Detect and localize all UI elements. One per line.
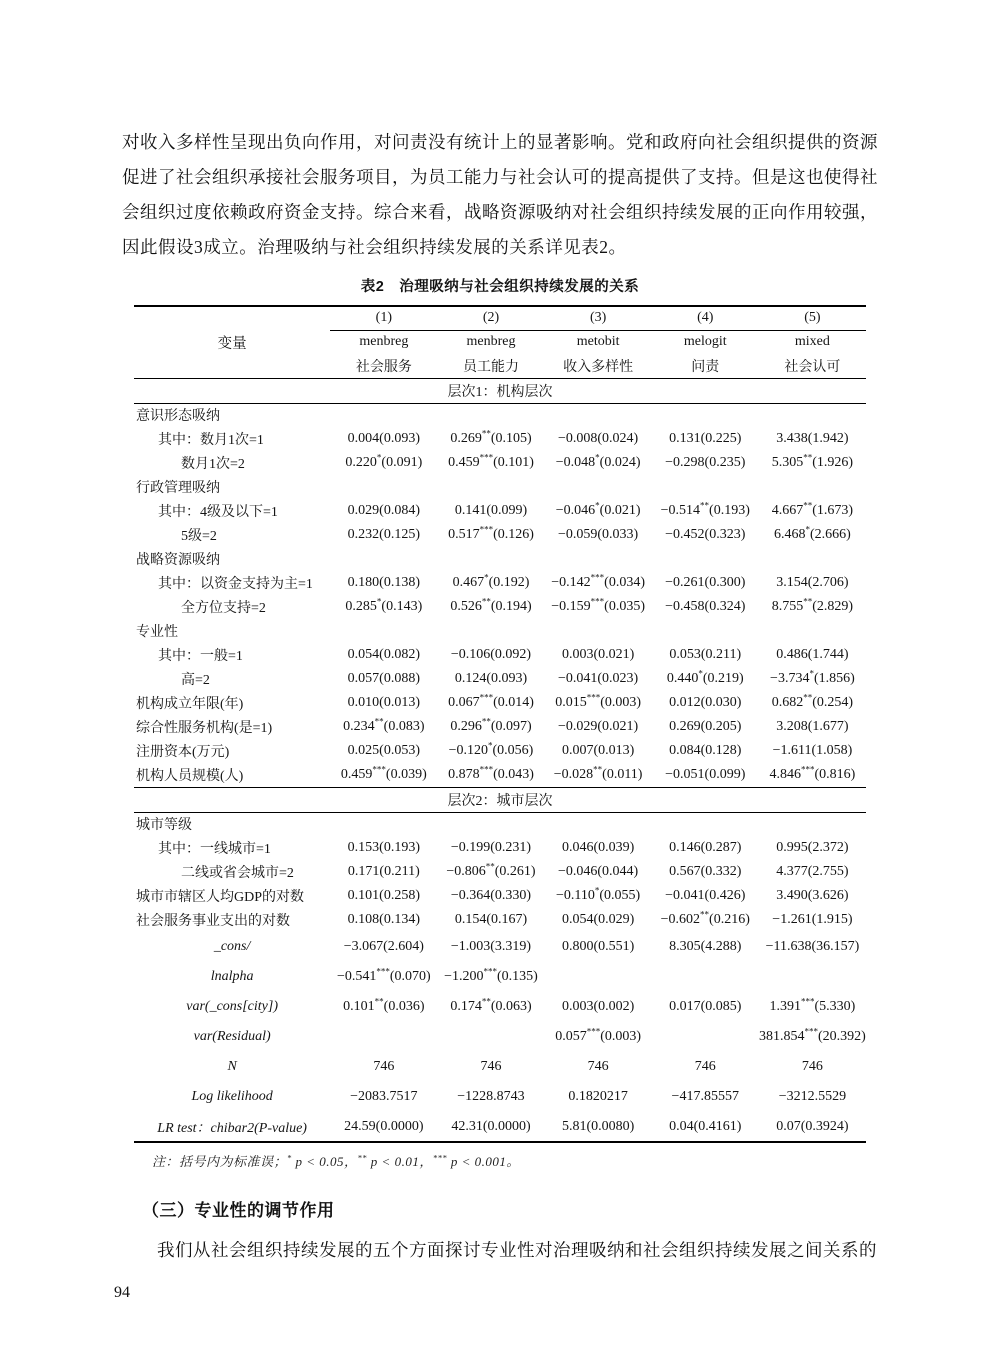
coefficient-cell: 5.305**(1.926) bbox=[771, 452, 854, 470]
coefficient-cell: −0.008(0.024) bbox=[558, 431, 639, 446]
row-label: lnalpha bbox=[210, 969, 254, 984]
coefficient-cell bbox=[330, 1022, 437, 1052]
coefficient-cell: 0.682**(0.254) bbox=[771, 692, 854, 710]
variable-group-label: 行政管理吸纳 bbox=[136, 481, 220, 496]
coefficient-cell: −0.452(0.323) bbox=[665, 527, 746, 542]
coefficient-cell: 0.007(0.013) bbox=[561, 743, 635, 758]
table-row bbox=[134, 715, 866, 739]
coefficient-cell: 0.003(0.002) bbox=[561, 999, 635, 1014]
coefficient-cell: −0.041(0.426) bbox=[665, 888, 746, 903]
coefficient-cell: 0.232(0.125) bbox=[347, 527, 420, 542]
coefficient-cell: 0.174**(0.063) bbox=[450, 996, 532, 1014]
coefficient-cell: −2083.7517 bbox=[350, 1089, 418, 1104]
col-header-model: mixed bbox=[794, 334, 830, 350]
coefficient-cell bbox=[759, 962, 866, 992]
coefficient-cell: 0.153(0.193) bbox=[347, 840, 420, 855]
coefficient-cell: 0.440*(0.219) bbox=[666, 668, 744, 686]
regression-table bbox=[134, 305, 866, 1143]
coefficient-cell: 0.486(1.744) bbox=[776, 647, 849, 662]
row-label: N bbox=[227, 1059, 237, 1074]
coefficient-cell: 8.755**(2.829) bbox=[771, 596, 854, 614]
coefficient-cell: 0.057(0.088) bbox=[347, 671, 420, 686]
coefficient-cell: 381.854***(20.392) bbox=[759, 1026, 866, 1044]
coefficient-cell: 0.124(0.093) bbox=[454, 671, 528, 686]
table-row bbox=[134, 595, 866, 619]
coefficient-cell: −11.638(36.157) bbox=[765, 939, 860, 954]
coefficient-cell bbox=[652, 1022, 759, 1052]
coefficient-cell: 746 bbox=[587, 1059, 609, 1074]
page-number: 94 bbox=[114, 1284, 130, 1301]
coefficient-cell: −0.602**(0.216) bbox=[660, 909, 750, 927]
col-header-model: menbreg bbox=[359, 334, 409, 350]
coefficient-cell: −0.051(0.099) bbox=[665, 766, 746, 782]
table-row bbox=[134, 643, 866, 667]
coefficient-cell bbox=[437, 1022, 544, 1052]
coefficient-cell: −0.514**(0.193) bbox=[660, 500, 750, 518]
coefficient-cell: −3.067(2.604) bbox=[343, 939, 424, 954]
coefficient-cell: −0.458(0.324) bbox=[665, 599, 746, 614]
coefficient-cell: 0.459***(0.101) bbox=[448, 452, 534, 470]
row-label: var(Residual) bbox=[193, 1029, 271, 1044]
coefficient-cell: 8.305(4.288) bbox=[669, 939, 742, 954]
coefficient-cell: 0.025(0.053) bbox=[347, 743, 420, 758]
coefficient-cell: 42.31(0.0000) bbox=[451, 1118, 531, 1134]
coefficient-cell: −0.046(0.044) bbox=[558, 864, 639, 879]
coefficient-cell: 0.101(0.258) bbox=[347, 888, 420, 903]
level-section-row bbox=[134, 378, 866, 403]
coefficient-cell: 0.878***(0.043) bbox=[448, 764, 534, 782]
variable-group-row bbox=[134, 403, 866, 427]
coefficient-cell: 0.285*(0.143) bbox=[345, 596, 423, 614]
coefficient-cell: −0.142***(0.034) bbox=[551, 572, 645, 590]
table-row bbox=[134, 499, 866, 523]
coefficient-cell: 0.004(0.093) bbox=[347, 431, 420, 446]
coefficient-cell: −1.611(1.058) bbox=[772, 743, 853, 758]
coefficient-cell: −0.159***(0.035) bbox=[551, 596, 645, 614]
coefficient-cell bbox=[652, 962, 759, 992]
row-label: 高=2 bbox=[181, 673, 210, 688]
row-label: 社会服务事业支出的对数 bbox=[136, 914, 290, 929]
row-label: 5级=2 bbox=[181, 529, 217, 544]
coefficient-cell: −0.048*(0.024) bbox=[555, 452, 641, 470]
coefficient-cell: 746 bbox=[480, 1059, 502, 1074]
coefficient-cell: 0.057***(0.003) bbox=[555, 1026, 642, 1044]
coefficient-cell: −417.85557 bbox=[671, 1089, 739, 1104]
col-header-number: (2) bbox=[437, 306, 544, 330]
table-row bbox=[134, 691, 866, 715]
coefficient-cell: 5.81(0.0080) bbox=[561, 1118, 635, 1134]
table-row bbox=[134, 763, 866, 787]
col-header-number: (4) bbox=[652, 306, 759, 330]
row-label: 其中：以资金支持为主=1 bbox=[158, 577, 313, 592]
col-header-model: melogit bbox=[683, 334, 727, 350]
table-row bbox=[134, 1082, 866, 1112]
coefficient-cell: −3212.5529 bbox=[778, 1089, 847, 1104]
variable-group-row bbox=[134, 619, 866, 643]
level-section-label: 层次1：机构层次 bbox=[134, 378, 866, 403]
col-header-number: (1) bbox=[330, 306, 437, 330]
col-header-depvar: 问责 bbox=[652, 354, 759, 378]
coefficient-cell: 0.800(0.551) bbox=[561, 939, 635, 954]
coefficient-cell: 0.526**(0.194) bbox=[450, 596, 532, 614]
coefficient-cell: 746 bbox=[694, 1059, 716, 1074]
coefficient-cell: 0.084(0.128) bbox=[669, 743, 742, 758]
table-row bbox=[134, 908, 866, 932]
coefficient-cell: 0.567(0.332) bbox=[669, 864, 742, 879]
coefficient-cell: 0.141(0.099) bbox=[454, 503, 528, 518]
variable-group-row bbox=[134, 547, 866, 571]
row-label: 城市市辖区人均GDP的对数 bbox=[136, 890, 305, 905]
table-row bbox=[134, 860, 866, 884]
table-row bbox=[134, 932, 866, 962]
coefficient-cell: 0.269**(0.105) bbox=[450, 428, 532, 446]
table-row bbox=[134, 962, 866, 992]
row-label: 注册资本(万元) bbox=[136, 745, 230, 760]
body-paragraph-bottom: 我们从社会组织持续发展的五个方面探讨专业性对治理吸纳和社会组织持续发展之间关系的 bbox=[157, 1240, 877, 1260]
table-row bbox=[134, 523, 866, 547]
coefficient-cell: 0.029(0.084) bbox=[347, 503, 420, 518]
table-row bbox=[134, 992, 866, 1022]
row-label: _cons/ bbox=[213, 939, 251, 954]
coefficient-cell: −3.734*(1.856) bbox=[770, 668, 855, 686]
coefficient-cell: 0.003(0.021) bbox=[561, 647, 635, 662]
row-label: 其中：一般=1 bbox=[158, 649, 243, 664]
coefficient-cell: −0.046*(0.021) bbox=[555, 500, 641, 518]
coefficient-cell: 3.438(1.942) bbox=[776, 431, 849, 446]
table-row bbox=[134, 739, 866, 763]
variable-group-label: 城市等级 bbox=[136, 818, 192, 834]
coefficient-cell: 0.046(0.039) bbox=[561, 840, 635, 855]
row-label: 数月1次=2 bbox=[181, 457, 245, 472]
variable-group-label: 意识形态吸纳 bbox=[136, 409, 220, 425]
coefficient-cell: 0.517***(0.126) bbox=[448, 524, 534, 542]
coefficient-cell: 0.015***(0.003) bbox=[555, 692, 642, 710]
row-label: var(_cons[city]) bbox=[186, 999, 279, 1014]
row-label: 机构人员规模(人) bbox=[136, 768, 244, 784]
coefficient-cell: −0.806**(0.261) bbox=[446, 861, 536, 879]
coefficient-cell: 0.017(0.085) bbox=[669, 999, 742, 1014]
row-label: 机构成立年限(年) bbox=[136, 697, 244, 712]
row-label: 其中：一线城市=1 bbox=[158, 842, 271, 857]
table-row bbox=[134, 667, 866, 691]
table-row bbox=[134, 884, 866, 908]
coefficient-cell: 0.171(0.211) bbox=[347, 864, 420, 879]
variable-group-label: 战略资源吸纳 bbox=[136, 553, 220, 568]
coefficient-cell: 0.467*(0.192) bbox=[452, 572, 530, 590]
row-label: LR test：chibar2(P-value) bbox=[157, 1120, 307, 1136]
table-row bbox=[134, 1052, 866, 1082]
coefficient-cell: 0.1820217 bbox=[568, 1089, 628, 1104]
coefficient-cell: −0.029(0.021) bbox=[558, 719, 639, 734]
coefficient-cell: 0.154(0.167) bbox=[454, 912, 528, 927]
coefficient-cell: 3.208(1.677) bbox=[776, 719, 849, 734]
coefficient-cell: −1.003(3.319) bbox=[450, 939, 532, 954]
coefficient-cell: −0.120*(0.056) bbox=[448, 740, 534, 758]
coefficient-cell: 24.59(0.0000) bbox=[344, 1118, 424, 1134]
coefficient-cell: 3.154(2.706) bbox=[776, 575, 849, 590]
coefficient-cell: −0.110*(0.055) bbox=[556, 885, 641, 903]
coefficient-cell: 0.995(2.372) bbox=[776, 840, 849, 855]
coefficient-cell: 0.296**(0.097) bbox=[450, 716, 532, 734]
coefficient-cell: 0.054(0.082) bbox=[347, 647, 420, 662]
coefficient-cell: 0.101**(0.036) bbox=[343, 996, 425, 1014]
row-label: 综合性服务机构(是=1) bbox=[136, 721, 273, 736]
coefficient-cell: 0.010(0.013) bbox=[347, 695, 420, 710]
coefficient-cell: −0.059(0.033) bbox=[558, 527, 639, 542]
coefficient-cell bbox=[545, 962, 652, 992]
coefficient-cell: 0.053(0.211) bbox=[669, 647, 742, 662]
variable-group-row bbox=[134, 812, 866, 836]
level-section-label: 层次2：城市层次 bbox=[134, 787, 866, 812]
coefficient-cell: −0.541***(0.070) bbox=[336, 966, 431, 984]
coefficient-cell: 3.490(3.626) bbox=[776, 888, 849, 903]
coefficient-cell: −1228.8743 bbox=[457, 1089, 525, 1104]
col-header-depvar: 收入多样性 bbox=[545, 354, 652, 378]
coefficient-cell: 0.220*(0.091) bbox=[345, 452, 423, 470]
row-label: 二线或省会城市=2 bbox=[181, 866, 294, 881]
table-row bbox=[134, 427, 866, 451]
row-label: 其中：数月1次=1 bbox=[158, 433, 264, 448]
body-paragraph-top: 对收入多样性呈现出负向作用，对问责没有统计上的显著影响。党和政府向社会组织提供的资源促进了社会组织承接社会服务项目，为员工能力与社会认可的提高提供了支持。但是这也使得社会组织过度依赖政府资金支持。综合来看，战略资源吸纳对社会组织持续发展的正向作用较强，因此假设3成立。治理吸纳与社会组织持续发展的关系详见表2。 bbox=[122, 132, 878, 257]
coefficient-cell: 4.846***(0.816) bbox=[769, 764, 856, 782]
coefficient-cell: 0.012(0.030) bbox=[669, 695, 742, 710]
table-row bbox=[134, 451, 866, 475]
variable-group-row bbox=[134, 475, 866, 499]
table-row bbox=[134, 1112, 866, 1142]
col-header-depvar: 社会服务 bbox=[330, 354, 437, 378]
row-label: 其中：4级及以下=1 bbox=[158, 505, 278, 520]
table-row bbox=[134, 571, 866, 595]
level-section-row bbox=[134, 787, 866, 812]
coefficient-cell: 0.180(0.138) bbox=[347, 575, 420, 590]
table2-block bbox=[134, 275, 866, 1170]
row-label: 全方位支持=2 bbox=[181, 601, 266, 616]
coefficient-cell: −0.041(0.023) bbox=[558, 671, 639, 686]
coefficient-cell: 0.459***(0.039) bbox=[340, 764, 427, 782]
table-note: 注：括号内为标准误；* p < 0.05，** p < 0.01，*** p < 0.001。 bbox=[152, 1152, 520, 1169]
col-header-model: metobit bbox=[576, 334, 620, 350]
coefficient-cell: 1.391***(5.330) bbox=[769, 996, 856, 1014]
table-row bbox=[134, 1022, 866, 1052]
table-title: 表2 治理吸纳与社会组织持续发展的关系 bbox=[360, 279, 640, 295]
coefficient-cell: 746 bbox=[801, 1059, 823, 1074]
coefficient-cell: 0.07(0.3924) bbox=[776, 1118, 849, 1134]
table-row bbox=[134, 836, 866, 860]
coefficient-cell: 0.067***(0.014) bbox=[448, 692, 534, 710]
coefficient-cell: 4.667**(1.673) bbox=[771, 500, 854, 518]
coefficient-cell: 0.269(0.205) bbox=[669, 719, 742, 734]
coefficient-cell: 0.04(0.4161) bbox=[669, 1118, 742, 1134]
coefficient-cell: −0.106(0.092) bbox=[450, 647, 532, 662]
variable-group-label: 专业性 bbox=[136, 625, 178, 640]
coefficient-cell: −0.298(0.235) bbox=[665, 455, 746, 470]
col-header-number: (5) bbox=[759, 306, 866, 330]
coefficient-cell: −1.261(1.915) bbox=[772, 912, 853, 927]
coefficient-cell: −0.199(0.231) bbox=[450, 840, 532, 855]
col-header-depvar: 社会认可 bbox=[759, 354, 866, 378]
coefficient-cell: −0.261(0.300) bbox=[665, 575, 746, 590]
coefficient-cell: −0.028**(0.011) bbox=[553, 764, 643, 782]
coefficient-cell: 0.054(0.029) bbox=[561, 912, 635, 927]
coefficient-cell: 6.468*(2.666) bbox=[774, 524, 851, 542]
coefficient-cell: 0.234**(0.083) bbox=[343, 716, 425, 734]
coefficient-cell: 0.131(0.225) bbox=[669, 431, 742, 446]
col-header-depvar: 员工能力 bbox=[437, 354, 544, 378]
coefficient-cell: −0.364(0.330) bbox=[450, 888, 532, 903]
col-header-variable: 变量 bbox=[134, 306, 330, 378]
coefficient-cell: −1.200***(0.135) bbox=[444, 966, 538, 984]
col-header-model: menbreg bbox=[466, 334, 516, 350]
coefficient-cell: 0.146(0.287) bbox=[669, 840, 742, 855]
coefficient-cell: 746 bbox=[373, 1059, 395, 1074]
coefficient-cell: 0.108(0.134) bbox=[347, 912, 420, 927]
col-header-number: (3) bbox=[545, 306, 652, 330]
row-label: Log likelihood bbox=[191, 1089, 273, 1104]
coefficient-cell: 4.377(2.755) bbox=[776, 864, 849, 879]
section-heading: （三）专业性的调节作用 bbox=[142, 1201, 335, 1220]
